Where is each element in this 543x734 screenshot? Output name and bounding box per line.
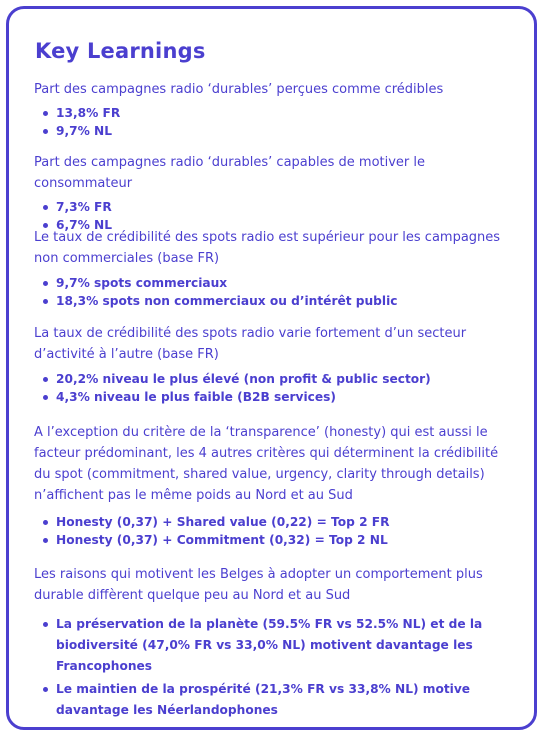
section-lead: Les raisons qui motivent les Belges à adopter un comportement plus durable diffèrent quelque peu au Nord et au Sud	[34, 567, 483, 603]
list-item-text: La préservation de la planète (59.5% FR vs 52.5% NL) et de la biodiversité (47,0% FR vs 33,0% NL) motivent davantage les Francophones	[56, 617, 483, 673]
list-item-text: 6,7% NL	[56, 218, 113, 232]
list-item-text: 9,7% spots commerciaux	[56, 276, 228, 290]
bullet-icon	[43, 395, 48, 400]
bullet-list	[34, 370, 514, 406]
list-item	[43, 388, 514, 406]
bullet-list	[34, 104, 514, 140]
list-item	[43, 513, 514, 531]
section-lead: Part des campagnes radio ‘durables’ perçues comme crédibles	[34, 82, 444, 97]
section-lead: A l’exception du critère de la ‘transparence’ (honesty) qui est aussi le facteur prédominant, les 4 autres critères qui déterminent la crédibilité du spot (commitment, shared value, urgency, clarity through details) n’affichent pas le même poids au Nord et au Sud	[34, 425, 499, 503]
section-1	[34, 79, 514, 140]
list-item	[43, 104, 514, 122]
list-item-text: Honesty (0,37) + Shared value (0,22) = Top 2 FR	[56, 515, 390, 529]
list-item-text: 7,3% FR	[56, 200, 112, 214]
list-item-text: 20,2% niveau le plus élevé (non profit & public sector)	[56, 372, 431, 386]
bullet-icon	[43, 281, 48, 286]
list-item	[43, 122, 514, 140]
bullet-icon	[43, 520, 48, 525]
bullet-icon	[43, 129, 48, 134]
list-item	[43, 531, 514, 549]
bullet-icon	[43, 622, 48, 627]
list-item-text: 18,3% spots non commerciaux ou d’intérêt public	[56, 294, 398, 308]
section-2	[34, 152, 514, 234]
bullet-list	[34, 614, 514, 721]
section-3	[34, 227, 504, 310]
list-item-text: Le maintien de la prospérité (21,3% FR vs 33,8% NL) motive davantage les Néerlandophones	[56, 682, 471, 717]
section-lead: Le taux de crédibilité des spots radio est supérieur pour les campagnes non commerciales (base FR)	[34, 230, 501, 266]
bullet-icon	[43, 538, 48, 543]
bullet-icon	[43, 299, 48, 304]
bullet-icon	[43, 111, 48, 116]
list-item	[43, 370, 514, 388]
page-title: Key Learnings	[35, 39, 206, 63]
list-item	[43, 292, 504, 310]
list-item-text: 13,8% FR	[56, 106, 121, 120]
bullet-icon	[43, 377, 48, 382]
section-lead: La taux de crédibilité des spots radio varie fortement d’un secteur d’activité à l’autre (base FR)	[34, 326, 467, 362]
bullet-list	[34, 274, 504, 310]
section-lead: Part des campagnes radio ‘durables’ capables de motiver le consommateur	[34, 155, 426, 191]
list-item	[43, 614, 514, 677]
section-4	[34, 323, 514, 406]
list-item-text: Honesty (0,37) + Commitment (0,32) = Top 2 NL	[56, 533, 388, 547]
bullet-icon	[43, 205, 48, 210]
section-6	[34, 564, 514, 723]
list-item-text: 4,3% niveau le plus faible (B2B services)	[56, 390, 336, 404]
bullet-list	[34, 513, 514, 549]
list-item-text: 9,7% NL	[56, 124, 113, 138]
section-5	[34, 422, 514, 549]
list-item	[43, 679, 514, 721]
list-item	[43, 198, 514, 216]
list-item	[43, 274, 504, 292]
bullet-icon	[43, 687, 48, 692]
